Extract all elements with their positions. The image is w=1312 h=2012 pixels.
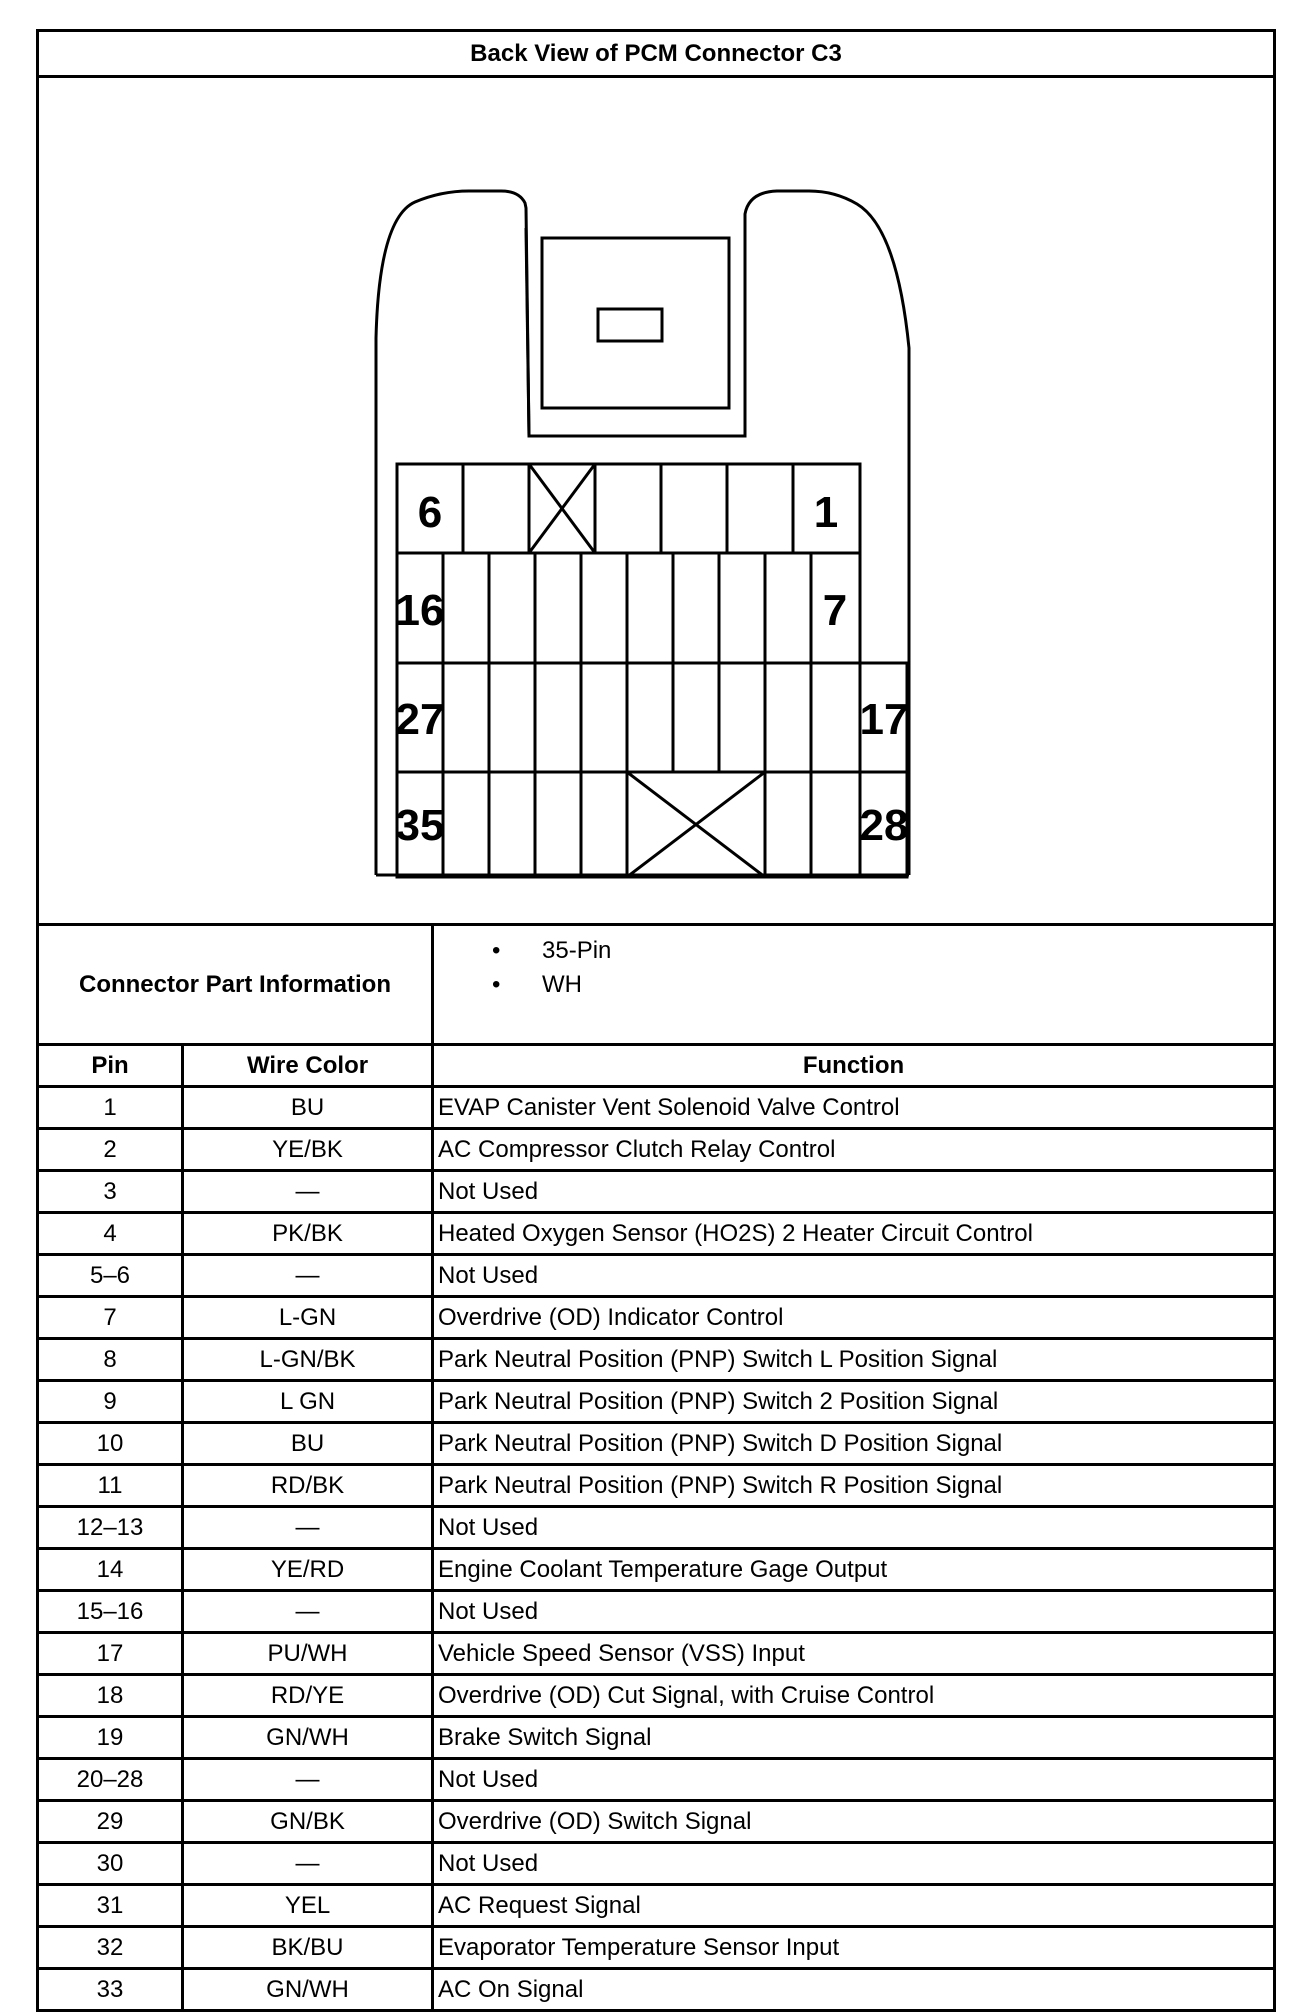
pin-cell: 7 [39, 1297, 183, 1339]
table-row [39, 1087, 1273, 1129]
pin-cell: 5–6 [39, 1255, 183, 1297]
lock-tab-ridge [542, 238, 729, 408]
function-cell: Vehicle Speed Sensor (VSS) Input [433, 1633, 1274, 1675]
wire-color-cell: PK/BK [183, 1213, 433, 1255]
pin-label-1: 1 [813, 488, 839, 537]
table-row [39, 1213, 1273, 1255]
pin-row-3 [397, 663, 907, 772]
connector-part-info [39, 926, 1273, 1046]
wire-color-cell: — [183, 1171, 433, 1213]
connector-part-info-list [434, 926, 1273, 1043]
pin-cell: 1 [39, 1087, 183, 1129]
wire-color-cell: BU [183, 1087, 433, 1129]
wire-color-cell: — [183, 1591, 433, 1633]
wire-color-cell: YEL [183, 1885, 433, 1927]
function-cell: Park Neutral Position (PNP) Switch D Position Signal [433, 1423, 1274, 1465]
table-row [39, 1465, 1273, 1507]
wire-color-cell: — [183, 1507, 433, 1549]
connector-part-info-label: Connector Part Information [39, 926, 434, 1043]
table-row [39, 1591, 1273, 1633]
pin-label-17: 17 [859, 695, 909, 744]
pin-cell: 31 [39, 1885, 183, 1927]
function-cell: AC On Signal [433, 1969, 1274, 2010]
function-cell: Overdrive (OD) Switch Signal [433, 1801, 1274, 1843]
info-item-color: • WH [434, 968, 1273, 1002]
function-cell: AC Request Signal [433, 1885, 1274, 1927]
function-cell: Park Neutral Position (PNP) Switch R Position Signal [433, 1465, 1274, 1507]
pin-cell: 19 [39, 1717, 183, 1759]
table-header-row [39, 1046, 1273, 1087]
wire-color-cell: RD/BK [183, 1465, 433, 1507]
function-cell: Not Used [433, 1255, 1274, 1297]
info-item-pin-count: • 35-Pin [434, 934, 1273, 968]
wire-color-cell: L-GN/BK [183, 1339, 433, 1381]
function-cell: Not Used [433, 1507, 1274, 1549]
connector-sheet [36, 29, 1276, 2012]
function-cell: Heated Oxygen Sensor (HO2S) 2 Heater Circuit Control [433, 1213, 1274, 1255]
pin-label-35: 35 [395, 801, 445, 850]
pin-label-7: 7 [822, 586, 848, 635]
pin-cell: 33 [39, 1969, 183, 2010]
wire-color-cell: GN/WH [183, 1717, 433, 1759]
wire-color-cell: RD/YE [183, 1675, 433, 1717]
function-cell: Not Used [433, 1759, 1274, 1801]
pin-label-16: 16 [395, 586, 445, 635]
function-cell: Not Used [433, 1843, 1274, 1885]
pin-cell: 30 [39, 1843, 183, 1885]
function-cell: AC Compressor Clutch Relay Control [433, 1129, 1274, 1171]
lock-slot [598, 309, 662, 341]
function-cell: Evaporator Temperature Sensor Input [433, 1927, 1274, 1969]
pin-cell: 9 [39, 1381, 183, 1423]
pin-row-4 [397, 772, 907, 877]
table-row [39, 1927, 1273, 1969]
connector-diagram-cell [39, 78, 1273, 926]
pin-cell: 2 [39, 1129, 183, 1171]
header-pin: Pin [39, 1046, 183, 1087]
pin-cell: 18 [39, 1675, 183, 1717]
wire-color-cell: GN/WH [183, 1969, 433, 2010]
pin-cell: 8 [39, 1339, 183, 1381]
table-row [39, 1759, 1273, 1801]
function-cell: Not Used [433, 1591, 1274, 1633]
wire-color-cell: PU/WH [183, 1633, 433, 1675]
pin-row-1 [397, 464, 860, 553]
function-cell: EVAP Canister Vent Solenoid Valve Control [433, 1087, 1274, 1129]
table-row [39, 1633, 1273, 1675]
wire-color-cell: YE/BK [183, 1129, 433, 1171]
pin-cell: 14 [39, 1549, 183, 1591]
wire-color-cell: GN/BK [183, 1801, 433, 1843]
table-row [39, 1255, 1273, 1297]
table-row [39, 1339, 1273, 1381]
table-row [39, 1297, 1273, 1339]
pin-cell: 15–16 [39, 1591, 183, 1633]
function-cell: Overdrive (OD) Indicator Control [433, 1297, 1274, 1339]
wire-color-cell: YE/RD [183, 1549, 433, 1591]
function-cell: Not Used [433, 1171, 1274, 1213]
table-row [39, 1801, 1273, 1843]
wire-color-cell: L GN [183, 1381, 433, 1423]
pin-cell: 4 [39, 1213, 183, 1255]
pin-cell: 29 [39, 1801, 183, 1843]
pin-label-27: 27 [395, 695, 445, 744]
connector-diagram [39, 78, 1273, 923]
header-wire-color: Wire Color [183, 1046, 433, 1087]
table-row [39, 1423, 1273, 1465]
table-row [39, 1129, 1273, 1171]
pin-label-6: 6 [417, 488, 443, 537]
wire-color-cell: BU [183, 1423, 433, 1465]
function-cell: Park Neutral Position (PNP) Switch L Position Signal [433, 1339, 1274, 1381]
table-row [39, 1843, 1273, 1885]
pin-label-28: 28 [859, 801, 909, 850]
function-cell: Park Neutral Position (PNP) Switch 2 Position Signal [433, 1381, 1274, 1423]
table-row [39, 1969, 1273, 2010]
table-row [39, 1381, 1273, 1423]
page-title: Back View of PCM Connector C3 [39, 32, 1273, 78]
pin-cell: 12–13 [39, 1507, 183, 1549]
pinout-table [39, 1046, 1273, 2009]
table-row [39, 1675, 1273, 1717]
table-row [39, 1885, 1273, 1927]
pin-cell: 20–28 [39, 1759, 183, 1801]
wire-color-cell: L-GN [183, 1297, 433, 1339]
pin-cell: 3 [39, 1171, 183, 1213]
function-cell: Overdrive (OD) Cut Signal, with Cruise Control [433, 1675, 1274, 1717]
pin-cell: 32 [39, 1927, 183, 1969]
table-row [39, 1171, 1273, 1213]
wire-color-cell: BK/BU [183, 1927, 433, 1969]
function-cell: Engine Coolant Temperature Gage Output [433, 1549, 1274, 1591]
wire-color-cell: — [183, 1255, 433, 1297]
wire-color-cell: — [183, 1843, 433, 1885]
table-row [39, 1717, 1273, 1759]
wire-color-cell: — [183, 1759, 433, 1801]
table-row [39, 1549, 1273, 1591]
lock-tab [526, 228, 529, 436]
function-cell: Brake Switch Signal [433, 1717, 1274, 1759]
pin-cell: 10 [39, 1423, 183, 1465]
pin-cell: 11 [39, 1465, 183, 1507]
table-row [39, 1507, 1273, 1549]
header-function: Function [802, 1052, 905, 1079]
pin-cell: 17 [39, 1633, 183, 1675]
